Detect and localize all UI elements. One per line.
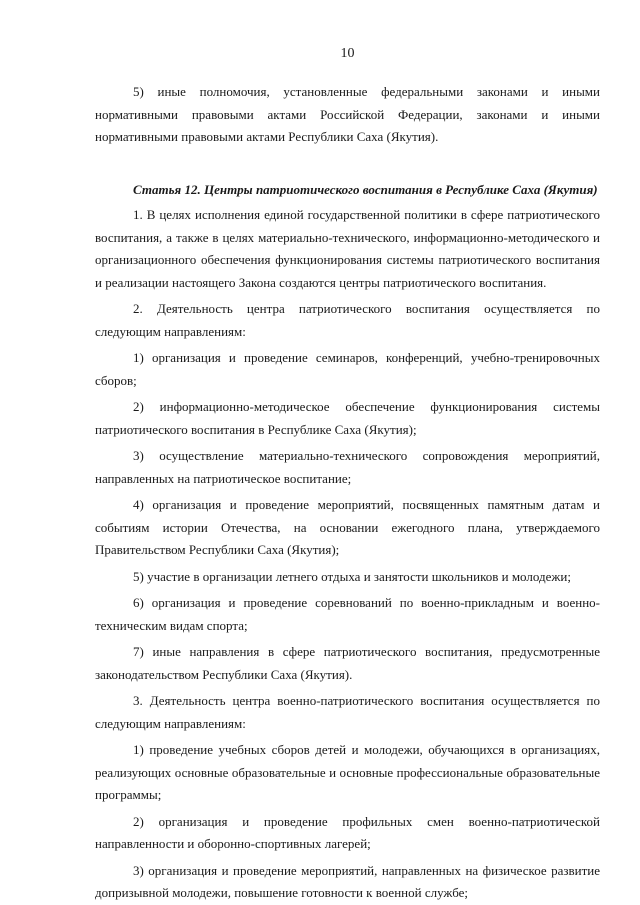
list-item-2-6: 6) организация и проведение соревнований по военно-прикладным и военно-техническим видам спорта; xyxy=(95,595,600,633)
list-item-2-3: 3) осуществление материально-технического сопровождения мероприятий, направленных на патриотическое воспитание; xyxy=(95,448,600,486)
paragraph-article-point-3: 3. Деятельность центра военно-патриотического воспитания осуществляется по следующим направлениям: xyxy=(95,693,600,731)
list-item-3-3: 3) организация и проведение мероприятий, направленных на физическое развитие допризывной молодежи, повышение готовности к военной службе; xyxy=(95,862,600,900)
paragraph-article-point-2: 2. Деятельность центра патриотического воспитания осуществляется по следующим направлениям: xyxy=(95,301,600,339)
document-page xyxy=(95,46,600,905)
page-number: 10 xyxy=(340,46,355,61)
list-item-3-1: 1) проведение учебных сборов детей и молодежи, обучающихся в организациях, реализующих основные образовательные и основные профессиональные образовательные программы; xyxy=(95,742,600,802)
article-title: Статья 12. Центры патриотического воспитания в Республике Саха (Якутия) xyxy=(133,181,598,197)
paragraph-article-point-1: 1. В целях исполнения единой государственной политики в сфере патриотического воспитания, а также в целях материально-технического, информационно-методического и организационного обеспечения функционирования системы патриотического воспитания и реализации настоящего Закона создаются центры патриотического воспитания. xyxy=(95,207,600,290)
list-item-2-4: 4) организация и проведение мероприятий, посвященных памятным датам и событиям истории Отечества, на основании ежегодного плана, утверждаемого Правительством Республики Саха (Якутия); xyxy=(95,497,600,557)
list-item-2-5: 5) участие в организации летнего отдыха и занятости школьников и молодежи; xyxy=(133,568,571,584)
list-item-2-7: 7) иные направления в сфере патриотического воспитания, предусмотренные законодательством Республики Саха (Якутия). xyxy=(95,644,600,682)
list-item-2-2: 2) информационно-методическое обеспечение функционирования системы патриотического воспитания в Республике Саха (Якутия); xyxy=(95,399,600,437)
list-item-2-1: 1) организация и проведение семинаров, конференций, учебно-тренировочных сборов; xyxy=(95,350,600,388)
list-item-3-2: 2) организация и проведение профильных смен военно-патриотической направленности и оборонно-спортивных лагерей; xyxy=(95,813,600,851)
intro-paragraph: 5) иные полномочия, установленные федеральными законами и иными нормативными правовыми актами Российской Федерации, законами и иными нормативными правовыми актами Республики Саха (Якутия). xyxy=(95,84,600,144)
